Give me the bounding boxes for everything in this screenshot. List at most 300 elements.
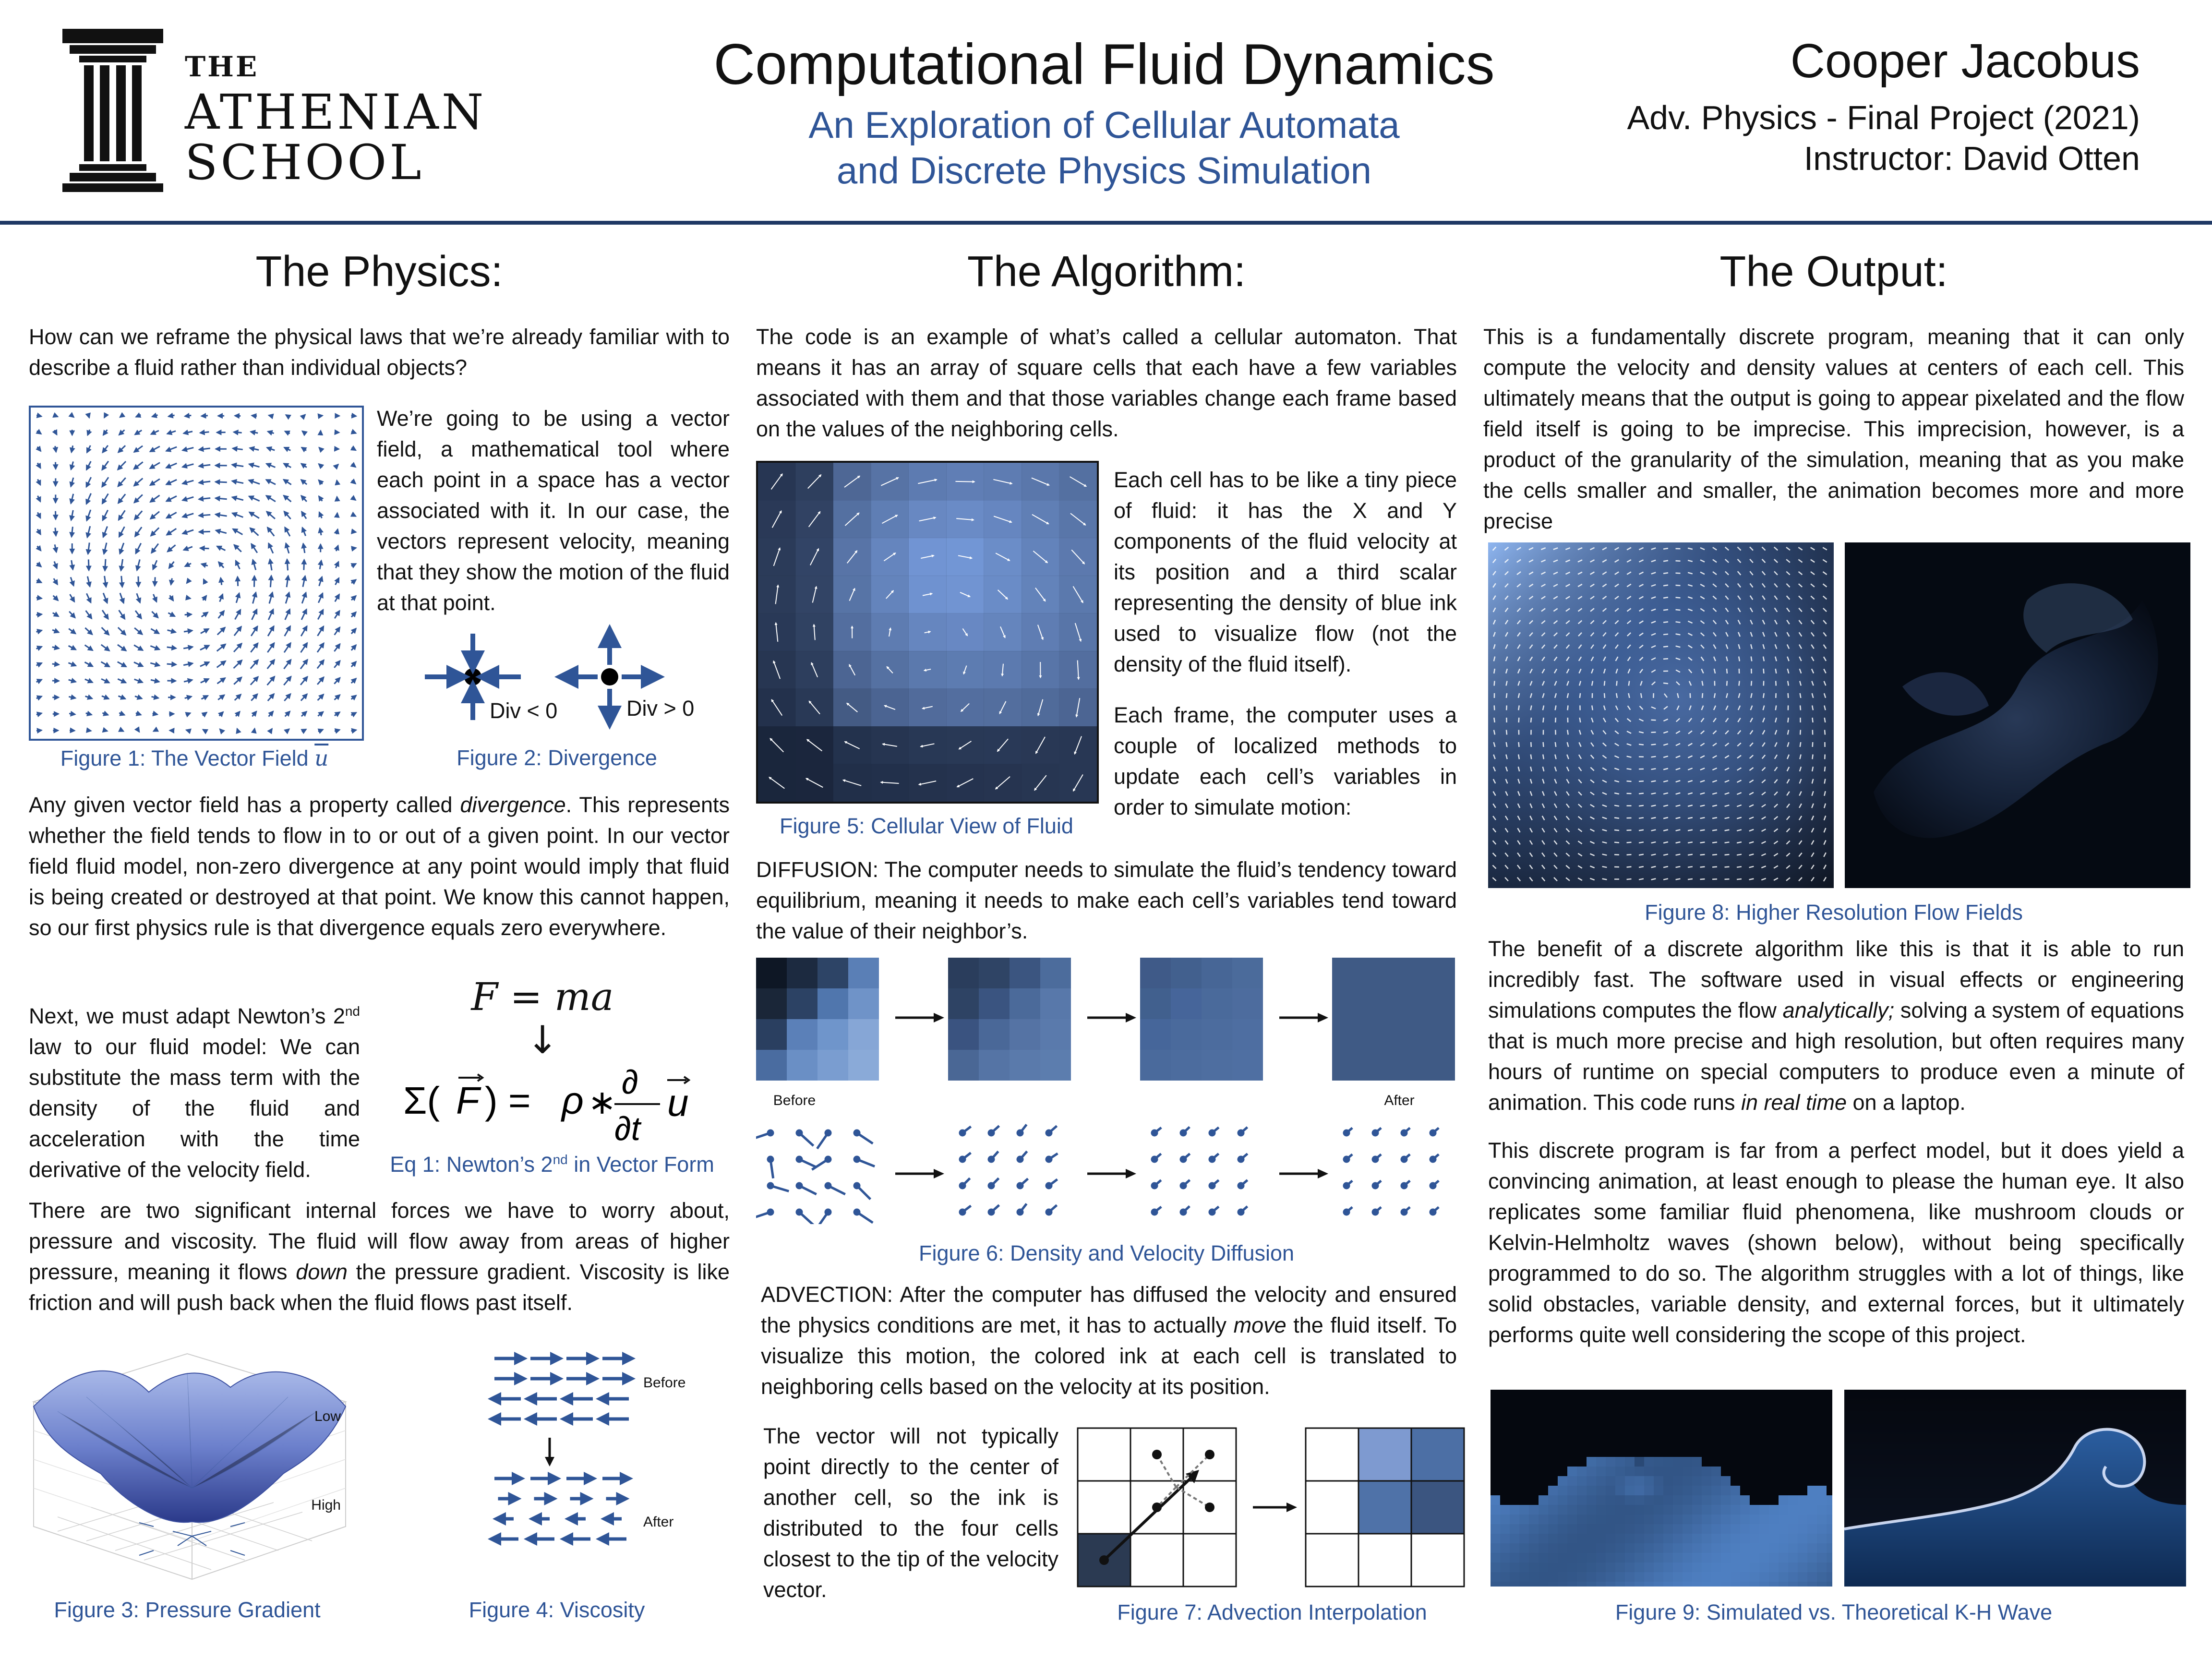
flow-arrow xyxy=(1676,634,1681,635)
kh-pixel xyxy=(1663,1563,1673,1572)
kh-pixel xyxy=(1644,1524,1654,1534)
flow-arrow xyxy=(1555,706,1556,710)
vector-field-arrow xyxy=(301,660,308,669)
vector-field-arrow xyxy=(336,465,338,467)
newton-text-sup: nd xyxy=(345,1004,360,1019)
vector-field-arrow xyxy=(336,562,338,568)
vector-field-arrow xyxy=(268,609,273,620)
kh-pixel xyxy=(1673,1572,1683,1582)
kh-pixel xyxy=(1663,1495,1673,1505)
vector-field-arrow xyxy=(136,415,141,417)
figure-9-simulated-kh-wave xyxy=(1491,1390,1832,1587)
kh-pixel xyxy=(1769,1505,1779,1515)
kh-pixel xyxy=(1625,1543,1635,1553)
flow-arrow xyxy=(1627,842,1632,843)
physics-heading: The Physics: xyxy=(255,248,503,296)
kh-pixel xyxy=(1615,1486,1625,1495)
kh-pixel xyxy=(1692,1486,1702,1495)
kh-pixel xyxy=(1702,1515,1711,1524)
div-less-label: Div < 0 xyxy=(490,698,558,723)
vector-field-arrow xyxy=(301,643,307,652)
kh-pixel xyxy=(1798,1505,1807,1515)
vector-field-arrow xyxy=(37,529,41,534)
diffusion-cell xyxy=(756,1019,787,1050)
vector-field-arrow xyxy=(351,712,356,715)
kh-pixel xyxy=(1673,1582,1683,1587)
kh-pixel xyxy=(1711,1572,1721,1582)
kh-pixel xyxy=(1654,1495,1663,1505)
vector-field-arrow xyxy=(202,613,208,617)
kh-pixel xyxy=(1577,1572,1587,1582)
vector-field-arrow xyxy=(269,543,273,553)
vector-field-arrow xyxy=(53,613,59,616)
vector-field-arrow xyxy=(318,712,323,716)
vector-field-arrow xyxy=(55,446,56,452)
kh-pixel xyxy=(1673,1476,1683,1486)
kh-pixel xyxy=(1798,1563,1807,1572)
vector-field-arrow xyxy=(221,578,222,585)
vector-field-arrow xyxy=(284,511,291,519)
equation-f-ma: F = ma xyxy=(471,974,614,1019)
diffusion-cell xyxy=(1040,1050,1071,1081)
flow-arrow xyxy=(1800,730,1801,735)
kh-pixel xyxy=(1740,1524,1750,1534)
flow-arrow xyxy=(1725,854,1730,855)
kh-pixel xyxy=(1577,1495,1587,1505)
vector-field-arrow xyxy=(318,593,323,603)
vector-field-arrow xyxy=(119,713,124,715)
diffusion-cell xyxy=(948,988,979,1019)
vector-field-arrow xyxy=(182,530,193,534)
vector-field-arrow xyxy=(37,496,40,502)
vector-field-arrow xyxy=(301,480,307,484)
vector-field-arrow xyxy=(284,464,291,468)
figure-1-caption-text: Figure 1: The Vector Field xyxy=(60,746,315,770)
kh-pixel xyxy=(1519,1563,1529,1572)
vector-field-arrow xyxy=(118,494,125,503)
kh-pixel xyxy=(1702,1563,1711,1572)
vector-field-arrow xyxy=(301,626,307,636)
kh-pixel xyxy=(1740,1505,1750,1515)
vector-field-arrow xyxy=(150,512,159,519)
vector-field-arrow xyxy=(37,512,40,518)
kh-pixel xyxy=(1827,1534,1832,1543)
vector-field-arrow xyxy=(69,697,75,698)
kh-pixel xyxy=(1519,1582,1529,1587)
diffusion-cell xyxy=(1140,1019,1171,1050)
kh-pixel xyxy=(1606,1486,1615,1495)
kh-pixel xyxy=(1673,1495,1683,1505)
vector-field-arrow xyxy=(134,511,142,519)
school-name-the: THE xyxy=(185,50,259,83)
vector-field-arrow xyxy=(218,562,224,568)
kh-pixel xyxy=(1654,1515,1663,1524)
kh-pixel xyxy=(1577,1476,1587,1486)
kh-pixel xyxy=(1750,1515,1759,1524)
diffusion-vector xyxy=(817,1133,828,1149)
kh-pixel xyxy=(1615,1515,1625,1524)
kh-pixel xyxy=(1606,1467,1615,1476)
kh-pixel xyxy=(1788,1572,1798,1582)
vector-field-arrow xyxy=(36,680,42,682)
kh-pixel xyxy=(1740,1563,1750,1572)
kh-pixel xyxy=(1577,1553,1587,1563)
kh-pixel xyxy=(1759,1515,1769,1524)
frame-paragraph: Each frame, the computer uses a couple of localized methods to update each cell’s variables in order to simulate motion: xyxy=(1114,703,1457,819)
vector-field-arrow xyxy=(71,510,73,520)
kh-pixel xyxy=(1663,1553,1673,1563)
diffusion-paragraph: DIFFUSION: The computer needs to simulate the fluid’s tendency toward equilibrium, meaning it needs to make each cell’s variables tend toward the value of their neighbor’s. xyxy=(756,857,1457,943)
vector-field-arrow xyxy=(318,610,323,619)
kh-pixel xyxy=(1596,1457,1606,1467)
kh-pixel xyxy=(1807,1563,1817,1572)
kh-pixel xyxy=(1721,1582,1731,1587)
vector-field-arrow xyxy=(86,593,91,602)
flow-arrow xyxy=(1676,585,1681,586)
vector-field-arrow xyxy=(250,528,258,536)
vector-field-arrow xyxy=(55,528,56,536)
vector-field-arrow xyxy=(37,563,41,566)
diffusion-cell xyxy=(1363,1019,1394,1050)
flow-arrow xyxy=(1506,706,1507,710)
kh-pixel xyxy=(1606,1515,1615,1524)
kh-pixel xyxy=(1606,1524,1615,1534)
kh-pixel xyxy=(1663,1476,1673,1486)
vector-field-arrow xyxy=(301,496,307,502)
kh-pixel xyxy=(1587,1524,1596,1534)
flow-arrow xyxy=(1639,830,1644,831)
kh-pixel xyxy=(1654,1457,1663,1467)
diffusion-vector xyxy=(991,1126,999,1133)
kh-pixel xyxy=(1683,1457,1692,1467)
kh-pixel xyxy=(1606,1582,1615,1587)
flow-arrow xyxy=(1776,706,1777,710)
kh-pixel xyxy=(1827,1563,1832,1572)
kh-pixel xyxy=(1510,1505,1519,1515)
vector-field-arrow xyxy=(184,631,192,632)
diffusion-cell xyxy=(948,1050,979,1081)
kh-pixel xyxy=(1702,1505,1711,1515)
benefit-text-em2: in real time xyxy=(1741,1090,1847,1115)
diffusion-cell xyxy=(1040,988,1071,1019)
kh-pixel xyxy=(1759,1543,1769,1553)
kh-pixel xyxy=(1731,1524,1740,1534)
vector-field-arrow xyxy=(120,414,124,417)
vector-field-arrow xyxy=(336,578,339,585)
kh-pixel xyxy=(1759,1572,1769,1582)
kh-pixel xyxy=(1721,1553,1731,1563)
kh-pixel xyxy=(1539,1505,1548,1515)
vector-field-arrow xyxy=(351,432,356,433)
diffusion-vector xyxy=(1020,1151,1027,1159)
kh-pixel xyxy=(1644,1534,1654,1543)
diffusion-vector xyxy=(991,1152,998,1159)
diffusion-cell xyxy=(1232,1019,1263,1050)
kh-pixel xyxy=(1683,1495,1692,1505)
flow-arrow xyxy=(1641,693,1642,698)
kh-pixel xyxy=(1683,1476,1692,1486)
kh-pixel xyxy=(1567,1543,1577,1553)
kh-pixel xyxy=(1491,1534,1500,1543)
kh-pixel xyxy=(1606,1495,1615,1505)
kh-pixel xyxy=(1769,1572,1779,1582)
figure-7-caption: Figure 7: Advection Interpolation xyxy=(1117,1600,1427,1624)
kh-pixel xyxy=(1596,1572,1606,1582)
flow-arrow xyxy=(1712,854,1717,855)
kh-pixel xyxy=(1731,1505,1740,1515)
vector-field-arrow xyxy=(285,626,290,636)
kh-pixel xyxy=(1500,1543,1510,1553)
kh-pixel xyxy=(1596,1534,1606,1543)
vector-field-arrow xyxy=(269,415,273,416)
kh-pixel xyxy=(1635,1515,1644,1524)
kh-pixel xyxy=(1548,1553,1558,1563)
kh-pixel xyxy=(1529,1524,1539,1534)
vector-field-arrow xyxy=(234,432,242,433)
vector-field-arrow xyxy=(320,529,321,535)
kh-pixel xyxy=(1692,1563,1702,1572)
vector-field-arrow xyxy=(301,512,306,519)
vector-field-arrow xyxy=(136,543,141,553)
divergence-text-post: . This represents whether the field tends to flow in to or out of a given point. In our vector field fluid model, non-zero divergence at any point would imply that fluid is being created or destroyed at that point. We know this cannot happen, so our first physics rule is that divergence equals zero everywhere. xyxy=(29,793,730,940)
kh-pixel xyxy=(1807,1495,1817,1505)
vector-field-arrow xyxy=(203,730,206,732)
kh-pixel xyxy=(1596,1505,1606,1515)
kh-pixel xyxy=(1817,1524,1827,1534)
vector-field-arrow xyxy=(105,559,106,571)
flow-arrow xyxy=(1751,681,1752,686)
poster-title: Computational Fluid Dynamics xyxy=(713,32,1495,96)
course-name: Adv. Physics - Final Project (2021) xyxy=(1627,99,2140,136)
kh-pixel xyxy=(1769,1515,1779,1524)
vector-field-arrow xyxy=(119,527,124,537)
flow-arrow xyxy=(1604,681,1605,686)
flow-arrow xyxy=(1688,854,1693,855)
kh-pixel xyxy=(1625,1553,1635,1563)
vector-field-arrow xyxy=(334,661,340,668)
vector-field-arrow xyxy=(237,729,239,732)
vector-field-arrow xyxy=(301,694,307,701)
kh-pixel xyxy=(1721,1534,1731,1543)
kh-pixel xyxy=(1711,1476,1721,1486)
vector-field-arrow xyxy=(53,415,58,417)
kh-pixel xyxy=(1788,1563,1798,1572)
vector-field-arrow xyxy=(184,680,192,682)
kh-pixel xyxy=(1731,1553,1740,1563)
diffusion-cell xyxy=(787,988,817,1019)
vector-field-arrow xyxy=(234,643,241,652)
kh-pixel xyxy=(1663,1524,1673,1534)
kh-pixel xyxy=(1625,1457,1635,1467)
diffusion-cell xyxy=(1040,1019,1071,1050)
kh-pixel xyxy=(1644,1467,1654,1476)
kh-pixel xyxy=(1683,1572,1692,1582)
kh-pixel xyxy=(1817,1515,1827,1524)
kh-pixel xyxy=(1577,1524,1587,1534)
diffusion-vector xyxy=(991,1205,999,1212)
benefit-text-mid: solving a system of equations that is much more precise and high resolution, but often requires many hours of runtime on special computers to produce even a minute of animation. This code runs xyxy=(1488,998,2184,1115)
kh-pixel xyxy=(1558,1534,1567,1543)
kh-pixel xyxy=(1644,1572,1654,1582)
diffusion-vector xyxy=(799,1159,817,1167)
vector-field-arrow xyxy=(217,644,226,651)
vector-field-arrow xyxy=(104,414,106,418)
vector-field-arrow xyxy=(154,730,156,731)
flow-arrow xyxy=(1800,706,1801,710)
diffusion-cell xyxy=(848,1050,879,1081)
flow-arrow xyxy=(1739,657,1740,661)
vector-field-arrow xyxy=(200,662,209,666)
vector-field-arrow xyxy=(185,697,192,698)
kh-pixel xyxy=(1740,1515,1750,1524)
kh-pixel xyxy=(1625,1572,1635,1582)
kh-pixel xyxy=(1692,1553,1702,1563)
vector-field-arrow xyxy=(217,661,226,667)
flow-arrow xyxy=(1737,866,1742,867)
flow-arrow xyxy=(1812,718,1813,722)
kh-pixel xyxy=(1625,1486,1635,1495)
vector-field-arrow xyxy=(102,477,108,487)
eq-caption-post: in Vector Form xyxy=(567,1152,714,1177)
kh-pixel xyxy=(1769,1534,1779,1543)
kh-pixel xyxy=(1683,1505,1692,1515)
vector-field-arrow xyxy=(284,694,290,701)
diffusion-cell xyxy=(1171,988,1202,1019)
school-name-school: SCHOOL xyxy=(185,134,424,191)
vector-field-arrow xyxy=(168,415,175,417)
flow-arrow xyxy=(1825,718,1826,722)
kh-pixel xyxy=(1673,1563,1683,1572)
vector-field-arrow xyxy=(269,592,273,603)
kh-pixel xyxy=(1519,1543,1529,1553)
kh-pixel xyxy=(1827,1572,1832,1582)
kh-pixel xyxy=(1558,1524,1567,1534)
vector-field-arrow xyxy=(86,611,92,618)
kh-pixel xyxy=(1596,1563,1606,1572)
vector-field-arrow xyxy=(103,730,107,731)
vector-field-arrow xyxy=(200,432,209,433)
kh-pixel xyxy=(1817,1505,1827,1515)
vector-field-arrow xyxy=(319,577,322,586)
diffusion-cell xyxy=(1140,958,1171,988)
kh-pixel xyxy=(1635,1534,1644,1543)
vector-field-arrow xyxy=(249,464,259,467)
diffusion-cell xyxy=(787,1019,817,1050)
vector-field-arrow xyxy=(150,463,160,469)
vector-field-arrow xyxy=(319,464,322,467)
vector-field-arrow xyxy=(170,595,173,601)
diffusion-cell xyxy=(1232,1050,1263,1081)
diffusion-vector xyxy=(857,1186,870,1199)
vector-field-arrow xyxy=(232,465,243,466)
vector-field-arrow xyxy=(251,643,258,652)
kh-pixel xyxy=(1548,1495,1558,1505)
vector-field-arrow xyxy=(200,548,209,549)
vector-field-arrow xyxy=(85,696,92,698)
vector-field-arrow xyxy=(351,628,356,634)
vector-field-arrow xyxy=(103,445,108,453)
kh-pixel xyxy=(1606,1505,1615,1515)
vector-field-arrow xyxy=(232,481,243,483)
kh-pixel xyxy=(1807,1515,1817,1524)
vector-field-arrow xyxy=(182,497,193,500)
kh-pixel xyxy=(1673,1457,1683,1467)
kh-pixel xyxy=(1731,1534,1740,1543)
kh-pixel xyxy=(1731,1572,1740,1582)
vector-field-arrow xyxy=(134,446,143,452)
vector-field-arrow xyxy=(118,696,125,699)
vector-field-arrow xyxy=(216,530,227,533)
kh-pixel xyxy=(1731,1582,1740,1587)
vector-field-arrow xyxy=(36,415,41,416)
kh-pixel xyxy=(1539,1495,1548,1505)
flow-arrow xyxy=(1506,693,1507,698)
kh-pixel xyxy=(1692,1467,1702,1476)
cell-paragraph: Each cell has to be like a tiny piece of fluid: it has the X and Y components of the fluid velocity at its position and a third scalar representing the density of blue ink used to visualize flow (not the density of the fluid itself). xyxy=(1114,468,1457,676)
kh-pixel xyxy=(1587,1495,1596,1505)
flow-arrow xyxy=(1555,718,1556,722)
vector-field-arrow xyxy=(86,461,91,470)
vector-field-arrow xyxy=(166,463,177,468)
kh-pixel xyxy=(1529,1563,1539,1572)
flow-arrow xyxy=(1688,842,1693,843)
equation-caption xyxy=(365,1152,739,1177)
vector-field-arrow xyxy=(87,526,90,537)
vector-field-arrow xyxy=(168,545,176,552)
vector-field-arrow xyxy=(267,676,275,685)
diffusion-cell xyxy=(1232,958,1263,988)
vector-field-arrow xyxy=(335,432,339,433)
vector-field-arrow xyxy=(134,494,143,503)
vector-field-arrow xyxy=(151,528,159,536)
vector-field-arrow xyxy=(266,480,276,484)
cell-velocity-arrow xyxy=(955,481,974,482)
vector-field-arrow xyxy=(69,713,75,714)
kh-pixel xyxy=(1817,1553,1827,1563)
kh-pixel xyxy=(1491,1505,1500,1515)
vector-field-arrow xyxy=(167,496,177,501)
diffusion-cell xyxy=(948,1019,979,1050)
kh-pixel xyxy=(1711,1467,1721,1476)
vector-field-arrow xyxy=(150,446,160,452)
diffusion-cell xyxy=(1332,1019,1363,1050)
vector-field-arrow xyxy=(236,711,240,716)
kh-pixel xyxy=(1519,1515,1529,1524)
vector-field-arrow xyxy=(36,697,42,698)
flow-arrow xyxy=(1800,742,1801,747)
vector-field-arrow xyxy=(236,593,239,603)
flow-arrow xyxy=(1614,805,1619,806)
vector-field-arrow xyxy=(267,512,275,519)
kh-pixel xyxy=(1587,1467,1596,1476)
vector-field-arrow xyxy=(199,448,210,450)
diffusion-vector xyxy=(857,1159,875,1166)
kh-pixel xyxy=(1510,1543,1519,1553)
kh-pixel xyxy=(1548,1534,1558,1543)
kh-pixel xyxy=(1567,1553,1577,1563)
diffusion-cell xyxy=(1010,1050,1040,1081)
vector-field-arrow xyxy=(182,447,193,450)
diffusion-vector xyxy=(770,1159,773,1178)
vector-field-arrow xyxy=(88,559,89,570)
kh-pixel xyxy=(1798,1524,1807,1534)
kh-pixel xyxy=(1587,1553,1596,1563)
vector-field-arrow xyxy=(266,464,275,468)
vector-field-arrow xyxy=(351,448,356,450)
vector-field-arrow xyxy=(287,559,288,570)
diffusion-cell xyxy=(848,1019,879,1050)
kh-pixel xyxy=(1779,1563,1788,1572)
